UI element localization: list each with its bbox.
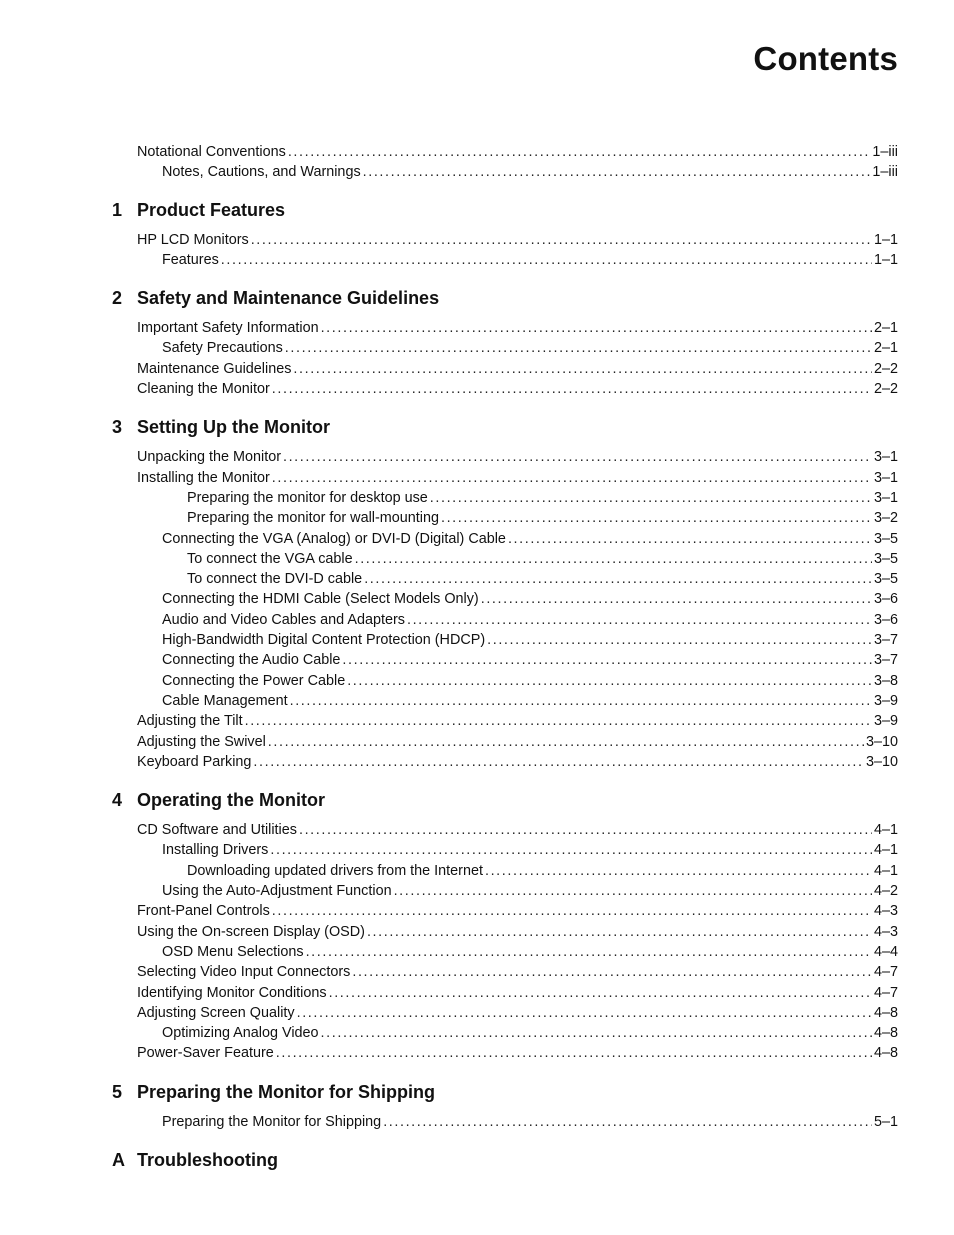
dot-leader [285,338,872,358]
toc-entry-page-number: 3–9 [873,692,898,709]
toc-entry-page-number: 3–6 [873,591,898,608]
toc-entry-page-number: 1–iii [872,164,898,181]
chapter-heading[interactable] [112,288,898,312]
toc-entry-title: Front-Panel Controls [137,903,270,920]
dot-leader [293,359,872,379]
chapter-number: 1 [112,199,123,220]
toc-entry-page-number: 1–iii [872,144,898,160]
toc-entry[interactable] [112,447,898,467]
dot-leader [363,162,871,182]
dot-leader [352,962,872,982]
chapter-title: Preparing the Monitor for Shipping [137,1081,435,1102]
dot-leader [297,1003,872,1023]
toc-entry[interactable] [112,691,898,711]
toc-entry-page-number: 3–1 [873,469,898,486]
toc-entry-title: Adjusting the Tilt [137,713,243,730]
toc-entry-title: Power-Saver Feature [137,1045,274,1062]
dot-leader [347,671,872,691]
toc-entry[interactable] [112,711,898,731]
toc-entry[interactable] [112,250,898,270]
toc-entry-title: Cable Management [162,692,288,709]
toc-entry-page-number: 3–7 [873,652,898,669]
toc-entry-title: Connecting the VGA (Analog) or DVI-D (Digital) Cable [162,530,506,547]
toc-entry[interactable] [112,508,898,528]
toc-entry[interactable] [112,589,898,609]
toc-entry[interactable] [112,468,898,488]
chapter-number: 2 [112,288,123,309]
dot-leader [276,1043,872,1063]
toc-entry-page-number: 3–6 [873,611,898,628]
dot-leader [290,691,872,711]
toc-entry-page-number: 4–8 [873,1004,898,1021]
toc-entry-title: Preparing the monitor for wall-mounting [187,510,439,527]
toc-entry-page-number: 3–5 [873,530,898,547]
toc-entry-page-number: 3–9 [873,713,898,730]
dot-leader [253,752,864,772]
chapter-title: Troubleshooting [137,1149,278,1170]
toc-entry[interactable] [112,338,898,358]
dot-leader [272,901,872,921]
toc-entry[interactable] [112,983,898,1003]
dot-leader [329,983,872,1003]
toc-entry-page-number: 4–2 [873,883,898,900]
toc-entry-title: Selecting Video Input Connectors [137,964,351,981]
dot-leader [299,820,872,840]
dot-leader [251,230,872,250]
dot-leader [283,447,872,467]
dot-leader [221,250,872,270]
toc-entry-title: HP LCD Monitors [137,231,249,248]
toc-entry-title: Installing the Monitor [137,469,270,486]
page-title: Contents [753,40,898,77]
toc-entry-page-number: 3–5 [873,571,898,588]
toc-entry-title: Adjusting Screen Quality [137,1004,295,1021]
toc-entry-page-number: 4–4 [873,943,898,960]
toc-entry[interactable] [112,922,898,942]
toc-entry[interactable] [112,901,898,921]
toc-entry-page-number: 3–1 [873,449,898,466]
toc-entry[interactable] [112,630,898,650]
toc-entry[interactable] [112,359,898,379]
toc-entry-page-number: 3–10 [865,733,898,750]
chapter-number: A [112,1149,125,1170]
dot-leader [272,468,872,488]
dot-leader [272,379,872,399]
toc-entry-page-number: 2–2 [873,381,898,398]
toc-entry-page-number: 4–1 [873,842,898,859]
chapter-heading[interactable] [112,790,898,814]
toc-entry-page-number: 3–8 [873,672,898,689]
dot-leader [268,732,864,752]
toc-entry[interactable] [112,1023,898,1043]
toc-entry[interactable] [112,1112,898,1132]
toc-entry[interactable] [112,379,898,399]
toc-entry-page-number: 4–1 [873,822,898,839]
toc-entry-title: Using the On-screen Display (OSD) [137,923,365,940]
toc-entry-title: Unpacking the Monitor [137,449,281,466]
toc-entry-page-number: 1–1 [873,231,898,248]
dot-leader [270,840,872,860]
toc-entry-title: To connect the VGA cable [187,550,353,567]
chapter-number: 4 [112,790,123,811]
chapter-title: Safety and Maintenance Guidelines [137,288,440,309]
toc-entry-page-number: 3–2 [873,510,898,527]
toc-entry-title: Preparing the monitor for desktop use [187,489,428,506]
toc-entry[interactable] [112,230,898,250]
toc-entry-title: Connecting the Audio Cable [162,652,341,669]
dot-leader [430,488,872,508]
chapter-heading[interactable] [112,1150,898,1174]
dot-leader [288,142,871,162]
toc-entry-page-number: 4–8 [873,1045,898,1062]
toc-entry-title: Adjusting the Swivel [137,733,266,750]
toc-entry[interactable] [112,1043,898,1063]
toc-entry[interactable] [112,549,898,569]
toc-entry-title: To connect the DVI-D cable [187,571,363,588]
toc-entry-title: OSD Menu Selections [162,943,304,960]
toc-entry[interactable] [112,488,898,508]
dot-leader [367,922,872,942]
toc-entry-page-number: 3–5 [873,550,898,567]
toc-entry[interactable] [112,752,898,772]
dot-leader [481,589,872,609]
toc-entry[interactable] [112,671,898,691]
toc-entry-title: Notes, Cautions, and Warnings [162,164,361,181]
chapter-number: 5 [112,1081,123,1102]
dot-leader [364,569,872,589]
toc-entry[interactable] [112,569,898,589]
toc-entry-page-number: 1–1 [873,251,898,268]
dot-leader [487,630,872,650]
chapter-heading[interactable] [112,1082,898,1106]
toc-entry-page-number: 5–1 [873,1113,898,1130]
toc-entry-page-number: 2–2 [873,360,898,377]
chapter-title: Product Features [137,199,286,220]
toc-entry[interactable] [112,650,898,670]
dot-leader [394,881,872,901]
toc-entry-page-number: 4–3 [873,903,898,920]
toc-entry-page-number: 3–1 [873,489,898,506]
toc-entry[interactable] [112,840,898,860]
chapter-heading[interactable] [112,417,898,441]
toc-entry[interactable] [112,529,898,549]
dot-leader [321,318,872,338]
toc-entry-title: Optimizing Analog Video [162,1025,319,1042]
toc-entry-title: Notational Conventions [137,144,286,160]
dot-leader [441,508,872,528]
chapter-title: Setting Up the Monitor [137,417,330,438]
toc-entry-page-number: 4–7 [873,964,898,981]
toc-entry[interactable] [112,962,898,982]
dot-leader [245,711,872,731]
toc-entry-title: High-Bandwidth Digital Content Protection (HDCP) [162,632,486,649]
toc-entry-title: Cleaning the Monitor [137,381,270,398]
toc-entry-title: Preparing the Monitor for Shipping [162,1113,382,1130]
toc-entry-title: Using the Auto-Adjustment Function [162,883,392,900]
toc-entry-title: Maintenance Guidelines [137,360,292,377]
dot-leader [321,1023,872,1043]
toc-entry[interactable] [112,162,898,182]
dot-leader [407,610,872,630]
toc-entry-page-number: 4–7 [873,984,898,1001]
toc-entry-title: Safety Precautions [162,340,283,357]
toc-entry[interactable] [112,820,898,840]
toc-entry[interactable] [112,1003,898,1023]
toc-entry-title: Connecting the HDMI Cable (Select Models Only) [162,591,479,608]
table-of-contents [112,142,898,1180]
toc-entry[interactable] [112,732,898,752]
toc-entry-title: Identifying Monitor Conditions [137,984,327,1001]
dot-leader [355,549,872,569]
chapter-title: Operating the Monitor [137,790,325,811]
dot-leader [508,529,872,549]
toc-entry-title: Features [162,251,219,268]
dot-leader [485,861,872,881]
toc-entry-title: Downloading updated drivers from the Internet [187,862,483,879]
toc-entry-title: Important Safety Information [137,320,319,337]
dot-leader [306,942,872,962]
toc-entry[interactable] [112,610,898,630]
toc-entry[interactable] [112,942,898,962]
toc-entry-title: CD Software and Utilities [137,822,297,839]
dot-leader [383,1112,872,1132]
toc-entry-page-number: 4–8 [873,1025,898,1042]
toc-entry-page-number: 2–1 [873,320,898,337]
toc-entry-page-number: 4–1 [873,862,898,879]
toc-entry-title: Connecting the Power Cable [162,672,346,689]
dot-leader [342,650,872,670]
toc-entry-page-number: 2–1 [873,340,898,357]
toc-entry-title: Keyboard Parking [137,753,252,770]
toc-entry-title: Audio and Video Cables and Adapters [162,611,405,628]
toc-entry-page-number: 4–3 [873,923,898,940]
toc-entry-page-number: 3–7 [873,632,898,649]
toc-entry-page-number: 3–10 [865,753,898,770]
chapter-heading[interactable] [112,200,898,224]
chapter-number: 3 [112,417,123,438]
toc-entry[interactable] [112,142,898,162]
toc-entry[interactable] [112,318,898,338]
toc-entry[interactable] [112,881,898,901]
toc-entry[interactable] [112,861,898,881]
toc-entry-title: Installing Drivers [162,842,269,859]
